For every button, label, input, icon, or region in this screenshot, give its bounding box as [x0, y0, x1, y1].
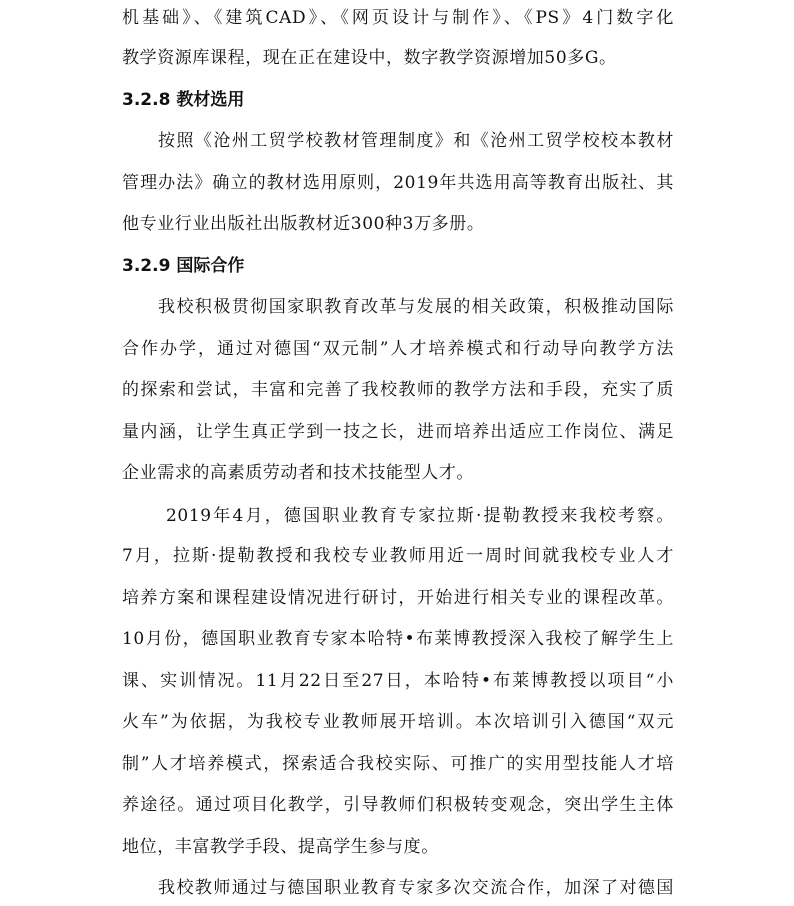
text-line: 火车”为依据，为我校专业教师展开培训。本次培训引入德国“双元 [122, 712, 674, 732]
section-heading-3-2-9: 3.2.9 国际合作 [122, 256, 245, 276]
text-line: 企业需求的高素质劳动者和技术技能型人才。 [122, 463, 474, 483]
text-line: 合作办学，通过对德国“双元制”人才培养模式和行动导向教学方法 [122, 339, 674, 359]
text-line: 养途径。通过项目化教学，引导教师们积极转变观念，突出学生主体 [122, 795, 674, 815]
text-line: 7月，拉斯·提勒教授和我校专业教师用近一周时间就我校专业人才 [122, 546, 674, 566]
text-line: 他专业行业出版社出版教材近300种3万多册。 [122, 214, 485, 234]
text-line: 2019年4月，德国职业教育专家拉斯·提勒教授来我校考察。 [166, 506, 674, 526]
section-heading-3-2-8: 3.2.8 教材选用 [122, 90, 245, 110]
text-line: 量内涵，让学生真正学到一技之长，进而培养出适应工作岗位、满足 [122, 422, 674, 442]
text-line: 10月份，德国职业教育专家本哈特•布莱博教授深入我校了解学生上 [122, 629, 674, 649]
text-line: 培养方案和课程建设情况进行研讨，开始进行相关专业的课程改革。 [122, 588, 674, 608]
text-line: 地位，丰富教学手段、提高学生参与度。 [122, 837, 439, 857]
text-line: 课、实训情况。11月22日至27日，本哈特•布莱博教授以项目“小 [122, 671, 674, 691]
text-line: 我校教师通过与德国职业教育专家多次交流合作，加深了对德国 [158, 878, 674, 898]
text-line: 机基础》、《建筑CAD》、《网页设计与制作》、《PS》4门数字化 [122, 8, 674, 28]
text-line: 的探索和尝试，丰富和完善了我校教师的教学方法和手段，充实了质 [122, 380, 674, 400]
text-line: 制”人才培养模式，探索适合我校实际、可推广的实用型技能人才培 [122, 754, 674, 774]
text-line: 我校积极贯彻国家职教育改革与发展的相关政策，积极推动国际 [158, 297, 674, 317]
text-line: 按照《沧州工贸学校教材管理制度》和《沧州工贸学校校本教材 [158, 131, 674, 151]
text-line: 管理办法》确立的教材选用原则，2019年共选用高等教育出版社、其 [122, 173, 674, 193]
text-line: 教学资源库课程，现在正在建设中，数字教学资源增加50多G。 [122, 48, 617, 68]
